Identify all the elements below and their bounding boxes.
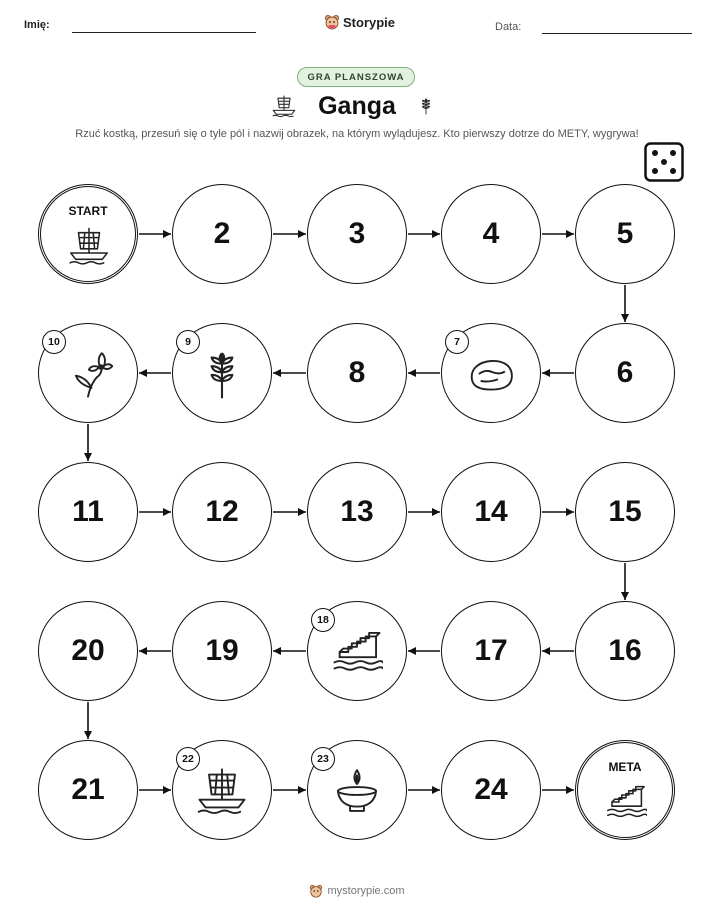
space-number-badge: 18 [311, 608, 335, 632]
board-space-14 [441, 462, 541, 562]
space-number: 16 [608, 634, 642, 667]
board-space-20 [38, 601, 138, 701]
space-number: 5 [616, 217, 634, 250]
page-title: Ganga [318, 92, 396, 120]
space-number: 17 [474, 634, 508, 667]
stone-icon [465, 348, 517, 400]
board-space-4 [441, 184, 541, 284]
board-space-6 [575, 323, 675, 423]
space-number: 24 [474, 773, 508, 806]
ghat-steps-icon [331, 626, 383, 678]
space-number: 4 [482, 217, 500, 250]
board-space-17 [441, 601, 541, 701]
wheat-icon [196, 348, 248, 400]
board-space-9 [172, 323, 272, 423]
space-number: 3 [348, 217, 366, 250]
board-space-19 [172, 601, 272, 701]
space-number: 13 [340, 495, 374, 528]
space-number-badge: 10 [42, 330, 66, 354]
start-label: START [68, 204, 108, 218]
board-space-7 [441, 323, 541, 423]
board-space-3 [307, 184, 407, 284]
board-space-2 [172, 184, 272, 284]
game-type-badge: GRA PLANSZOWA [297, 67, 415, 87]
board-space-5 [575, 184, 675, 284]
finish-space [575, 740, 675, 840]
space-number-badge: 7 [445, 330, 469, 354]
footer [0, 884, 714, 898]
board-space-22 [172, 740, 272, 840]
board-space-21 [38, 740, 138, 840]
space-number: 21 [71, 773, 105, 806]
storypie-logo-icon [309, 884, 323, 898]
start-space [38, 184, 138, 284]
finish-label: META [608, 760, 642, 774]
board-space-12 [172, 462, 272, 562]
space-number: 20 [71, 634, 105, 667]
space-number: 6 [616, 356, 634, 389]
board-space-23 [307, 740, 407, 840]
instructions: Rzuć kostką, przesuń się o tyle pól i nazwij obrazek, na którym wylądujesz. Kto pierwszy dotrze do METY, wygrywa! [75, 128, 639, 140]
board-space-24 [441, 740, 541, 840]
brand-name: Storypie [343, 14, 396, 30]
board-space-16 [575, 601, 675, 701]
space-number: 19 [205, 634, 239, 667]
board-space-11 [38, 462, 138, 562]
boat-icon [196, 765, 248, 817]
space-number: 15 [608, 495, 642, 528]
space-number: 14 [474, 495, 508, 528]
footer-url[interactable]: mystorypie.com [327, 885, 405, 897]
space-number: 12 [205, 495, 239, 528]
date-label: Data: [495, 21, 522, 33]
space-number-badge: 9 [176, 330, 200, 354]
space-number-badge: 23 [311, 747, 335, 771]
board-space-15 [575, 462, 675, 562]
space-number: 8 [348, 356, 366, 389]
board-space-13 [307, 462, 407, 562]
space-number-badge: 22 [176, 747, 200, 771]
space-number: 11 [72, 495, 104, 528]
flower-icon [62, 348, 114, 400]
board-space-10 [38, 323, 138, 423]
name-label: Imię: [24, 19, 50, 31]
ghat-steps-icon [605, 781, 647, 823]
space-number: 2 [213, 217, 231, 250]
board-space-8 [307, 323, 407, 423]
board-space-18 [307, 601, 407, 701]
diya-lamp-icon [331, 765, 383, 817]
boat-icon [68, 225, 110, 267]
